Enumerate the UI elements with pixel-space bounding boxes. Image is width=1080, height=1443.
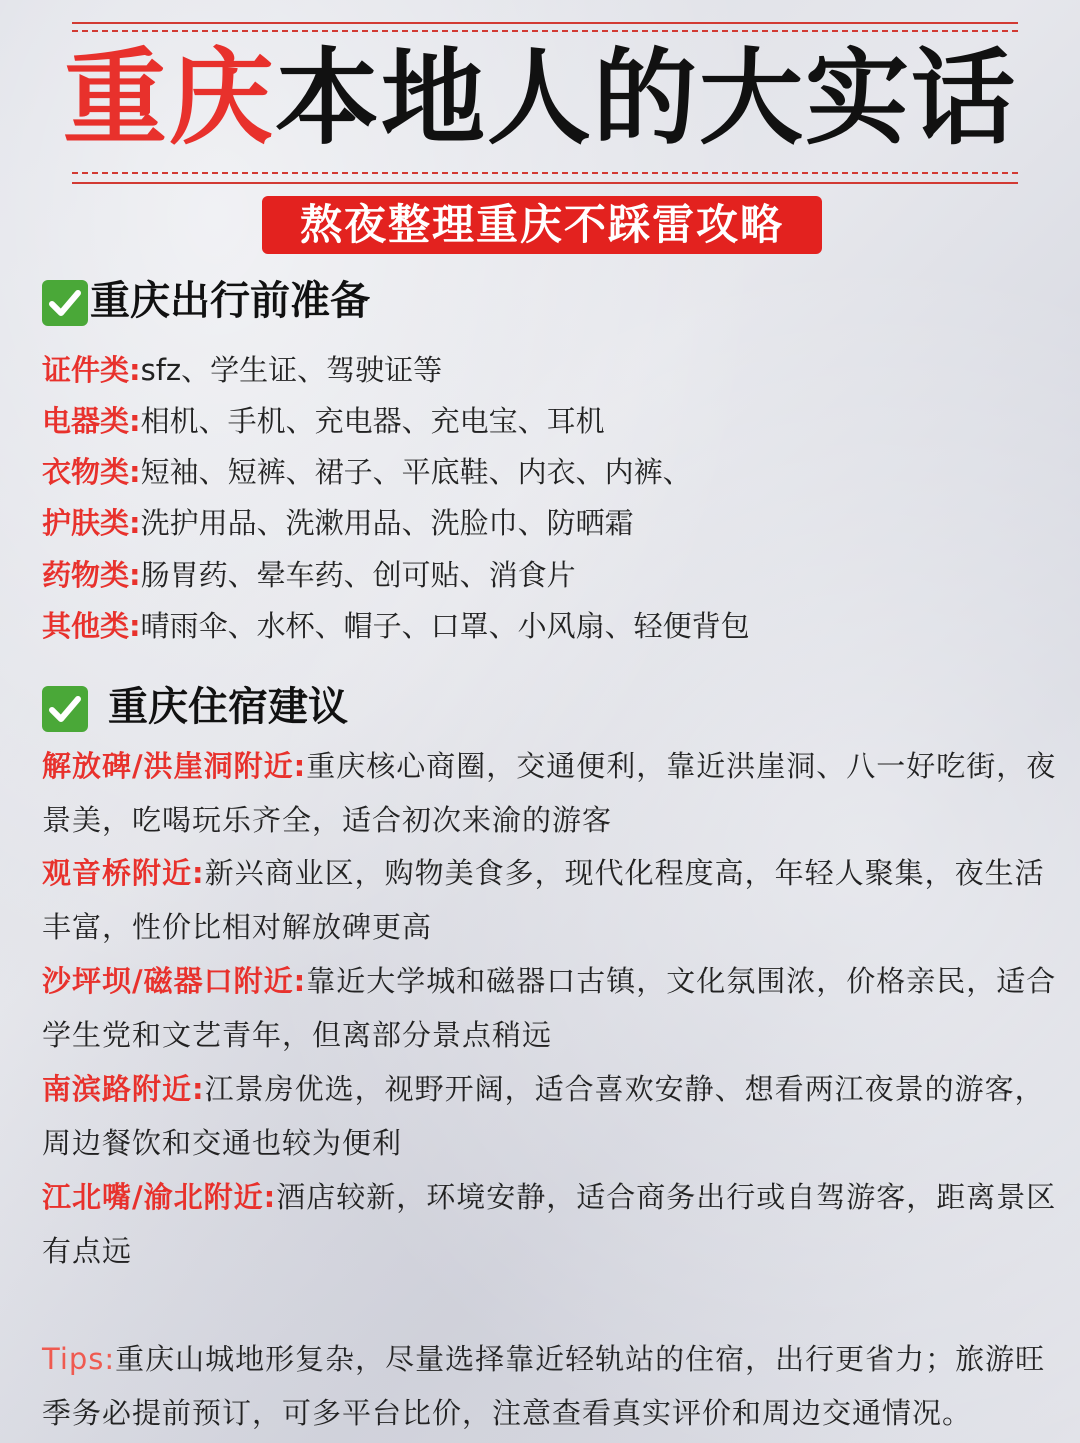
page-title bbox=[60, 38, 1020, 158]
list-item: 衣物类:短袖、短裤、裙子、平底鞋、内衣、内裤、 bbox=[42, 455, 692, 489]
check-icon bbox=[42, 280, 88, 326]
section-prep-title: 重庆出行前准备 bbox=[90, 278, 370, 324]
list-item: 其他类:晴雨伞、水杯、帽子、口罩、小风扇、轻便背包 bbox=[42, 609, 750, 643]
tips-label: Tips: bbox=[42, 1342, 116, 1376]
tips-text: 重庆山城地形复杂，尽量选择靠近轻轨站的住宿，出行更省力；旅游旺季务必提前预订，可多平台比价，注意查看真实评价和周边交通情况。 bbox=[42, 1342, 1046, 1430]
mid-dashed-divider bbox=[72, 172, 1018, 174]
list-item: 江北嘴/渝北附近:酒店较新，环境安静，适合商务出行或自驾游客，距离景区有点远 bbox=[42, 1180, 1057, 1268]
tips-paragraph bbox=[42, 1332, 1062, 1440]
subtitle-banner: 熬夜整理重庆不踩雷攻略 bbox=[262, 196, 822, 254]
list-item: 护肤类:洗护用品、洗漱用品、洗脸巾、防晒霜 bbox=[42, 506, 634, 540]
list-item: 药物类:肠胃药、晕车药、创可贴、消食片 bbox=[42, 558, 576, 592]
mid-divider bbox=[72, 182, 1018, 184]
check-icon bbox=[42, 686, 88, 732]
title-rest: 本地人的大实话 bbox=[275, 37, 1018, 159]
top-dashed-divider bbox=[72, 30, 1018, 32]
section-stay-title: 重庆住宿建议 bbox=[108, 684, 348, 730]
list-item: 沙坪坝/磁器口附近:靠近大学城和磁器口古镇，文化氛围浓，价格亲民，适合学生党和文艺青年，但离部分景点稍远 bbox=[42, 964, 1057, 1052]
section-prep-heading bbox=[42, 276, 370, 326]
list-item: 南滨路附近:江景房优选，视野开阔，适合喜欢安静、想看两江夜景的游客，周边餐饮和交通也较为便利 bbox=[42, 1072, 1045, 1160]
section-stay-heading bbox=[42, 682, 348, 732]
title-highlight: 重庆 bbox=[62, 37, 275, 159]
list-item: 观音桥附近:新兴商业区，购物美食多，现代化程度高，年轻人聚集，夜生活丰富，性价比相对解放碑更高 bbox=[42, 856, 1045, 944]
list-item: 解放碑/洪崖洞附近:重庆核心商圈，交通便利，靠近洪崖洞、八一好吃街，夜景美，吃喝玩乐齐全，适合初次来渝的游客 bbox=[42, 749, 1057, 837]
list-item: 电器类:相机、手机、充电器、充电宝、耳机 bbox=[42, 404, 605, 438]
list-item: 证件类:sfz、学生证、驾驶证等 bbox=[42, 353, 443, 387]
top-divider bbox=[72, 22, 1018, 24]
